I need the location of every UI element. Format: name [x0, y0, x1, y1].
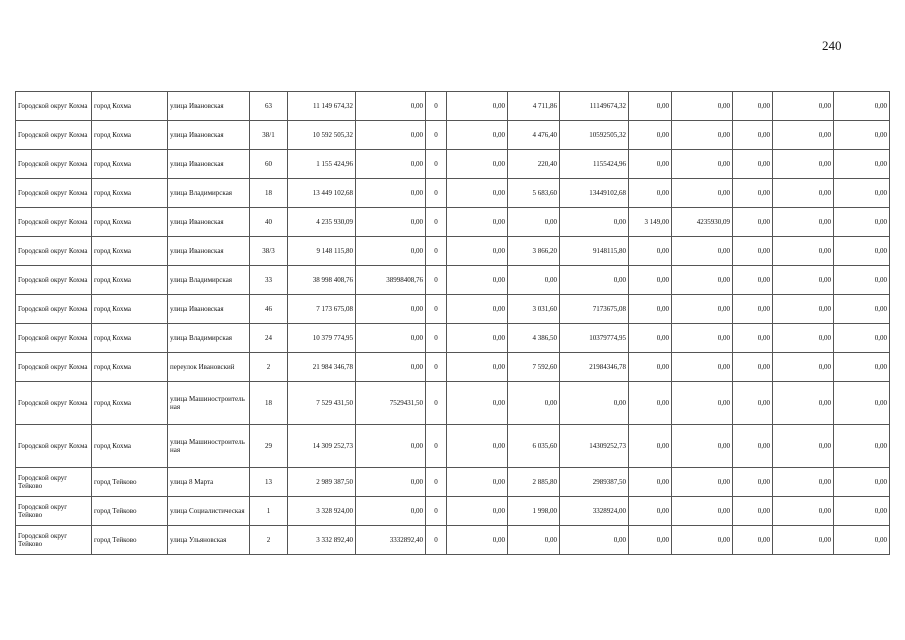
- value-cell: 0,00: [733, 497, 773, 526]
- house-number-cell: 38/3: [250, 237, 288, 266]
- value-cell: 0,00: [834, 237, 890, 266]
- street-cell: улица 8 Марта: [168, 468, 250, 497]
- city-cell: город Кохма: [92, 382, 168, 425]
- value-cell: 0: [426, 121, 447, 150]
- district-cell: Городской округ Кохма: [16, 266, 92, 295]
- value-cell: 0,00: [447, 353, 508, 382]
- value-cell: 0,00: [834, 295, 890, 324]
- house-number-cell: 13: [250, 468, 288, 497]
- value-cell: 0,00: [356, 295, 426, 324]
- value-cell: 0,00: [834, 497, 890, 526]
- value-cell: 0,00: [356, 324, 426, 353]
- table-row: [16, 324, 890, 353]
- value-cell: 0,00: [733, 425, 773, 468]
- value-cell: 0,00: [508, 382, 560, 425]
- district-cell: Городской округ Кохма: [16, 425, 92, 468]
- value-cell: 0: [426, 468, 447, 497]
- house-number-cell: 2: [250, 353, 288, 382]
- value-cell: 7529431,50: [356, 382, 426, 425]
- value-cell: 3 149,00: [629, 208, 672, 237]
- value-cell: 0,00: [629, 121, 672, 150]
- table-row: [16, 353, 890, 382]
- value-cell: 0,00: [672, 266, 733, 295]
- value-cell: 0,00: [356, 150, 426, 179]
- value-cell: 0,00: [447, 237, 508, 266]
- value-cell: 0,00: [773, 353, 834, 382]
- value-cell: 0,00: [356, 497, 426, 526]
- value-cell: 0,00: [356, 208, 426, 237]
- value-cell: 0,00: [733, 295, 773, 324]
- table-row: [16, 468, 890, 497]
- value-cell: 14309252,73: [560, 425, 629, 468]
- value-cell: 0,00: [629, 295, 672, 324]
- total-cost-cell: 7 529 431,50: [288, 382, 356, 425]
- value-cell: 0,00: [733, 237, 773, 266]
- city-cell: город Кохма: [92, 92, 168, 121]
- total-cost-cell: 38 998 408,76: [288, 266, 356, 295]
- city-cell: город Кохма: [92, 353, 168, 382]
- house-number-cell: 33: [250, 266, 288, 295]
- table-row: [16, 237, 890, 266]
- value-cell: 0,00: [733, 150, 773, 179]
- value-cell: 0,00: [773, 497, 834, 526]
- value-cell: 0,00: [356, 237, 426, 266]
- street-cell: улица Владимирская: [168, 179, 250, 208]
- value-cell: 0,00: [773, 237, 834, 266]
- value-cell: 0,00: [356, 468, 426, 497]
- value-cell: 0,00: [672, 382, 733, 425]
- value-cell: 0,00: [356, 121, 426, 150]
- value-cell: 0,00: [672, 526, 733, 555]
- value-cell: 0,00: [773, 382, 834, 425]
- house-number-cell: 1: [250, 497, 288, 526]
- value-cell: 0,00: [672, 179, 733, 208]
- table-body: [16, 92, 890, 555]
- value-cell: 0,00: [447, 208, 508, 237]
- street-cell: улица Ивановская: [168, 150, 250, 179]
- value-cell: 0: [426, 92, 447, 121]
- value-cell: 0,00: [356, 425, 426, 468]
- value-cell: 0: [426, 382, 447, 425]
- total-cost-cell: 10 592 505,32: [288, 121, 356, 150]
- value-cell: 0,00: [733, 353, 773, 382]
- street-cell: улица Ульяновская: [168, 526, 250, 555]
- table-row: [16, 497, 890, 526]
- value-cell: 0,00: [773, 324, 834, 353]
- value-cell: 7 592,60: [508, 353, 560, 382]
- street-cell: улица Ивановская: [168, 208, 250, 237]
- value-cell: 3 031,60: [508, 295, 560, 324]
- city-cell: город Тейково: [92, 468, 168, 497]
- value-cell: 0,00: [629, 237, 672, 266]
- value-cell: 0,00: [629, 497, 672, 526]
- value-cell: 0,00: [733, 382, 773, 425]
- value-cell: 0,00: [560, 382, 629, 425]
- value-cell: 0,00: [508, 208, 560, 237]
- value-cell: 0,00: [560, 266, 629, 295]
- value-cell: 0,00: [672, 497, 733, 526]
- table-row: [16, 382, 890, 425]
- street-cell: улица Ивановская: [168, 237, 250, 266]
- table-row: [16, 526, 890, 555]
- district-cell: Городской округ Кохма: [16, 208, 92, 237]
- house-number-cell: 2: [250, 526, 288, 555]
- value-cell: 0,00: [447, 179, 508, 208]
- page-number: 240: [822, 38, 842, 53]
- value-cell: 1155424,96: [560, 150, 629, 179]
- value-cell: 0: [426, 425, 447, 468]
- value-cell: 0: [426, 208, 447, 237]
- total-cost-cell: 1 155 424,96: [288, 150, 356, 179]
- value-cell: 4 386,50: [508, 324, 560, 353]
- value-cell: 0,00: [560, 526, 629, 555]
- value-cell: 6 035,60: [508, 425, 560, 468]
- district-cell: Городской округ Тейково: [16, 497, 92, 526]
- total-cost-cell: 4 235 930,09: [288, 208, 356, 237]
- value-cell: 0,00: [629, 353, 672, 382]
- value-cell: 0,00: [773, 468, 834, 497]
- house-number-cell: 40: [250, 208, 288, 237]
- value-cell: 0,00: [773, 92, 834, 121]
- street-cell: улица Владимирская: [168, 324, 250, 353]
- value-cell: 21984346,78: [560, 353, 629, 382]
- district-cell: Городской округ Тейково: [16, 468, 92, 497]
- city-cell: город Кохма: [92, 179, 168, 208]
- value-cell: 0,00: [447, 324, 508, 353]
- value-cell: 3332892,40: [356, 526, 426, 555]
- value-cell: 0,00: [773, 179, 834, 208]
- value-cell: 0,00: [447, 425, 508, 468]
- district-cell: Городской округ Кохма: [16, 150, 92, 179]
- value-cell: 0,00: [834, 353, 890, 382]
- value-cell: 0,00: [672, 92, 733, 121]
- value-cell: 4235930,09: [672, 208, 733, 237]
- district-cell: Городской округ Кохма: [16, 121, 92, 150]
- total-cost-cell: 11 149 674,32: [288, 92, 356, 121]
- value-cell: 0: [426, 266, 447, 295]
- city-cell: город Кохма: [92, 237, 168, 266]
- value-cell: 0,00: [672, 121, 733, 150]
- value-cell: 0,00: [447, 526, 508, 555]
- street-cell: улица Социалистическая: [168, 497, 250, 526]
- value-cell: 0,00: [672, 295, 733, 324]
- value-cell: 0,00: [834, 468, 890, 497]
- value-cell: 0,00: [447, 266, 508, 295]
- total-cost-cell: 9 148 115,80: [288, 237, 356, 266]
- house-number-cell: 18: [250, 382, 288, 425]
- value-cell: 0,00: [834, 324, 890, 353]
- district-cell: Городской округ Кохма: [16, 92, 92, 121]
- value-cell: 0,00: [834, 121, 890, 150]
- district-cell: Городской округ Кохма: [16, 179, 92, 208]
- district-cell: Городской округ Тейково: [16, 526, 92, 555]
- value-cell: 0,00: [834, 92, 890, 121]
- city-cell: город Кохма: [92, 150, 168, 179]
- value-cell: 0,00: [629, 382, 672, 425]
- value-cell: 7173675,08: [560, 295, 629, 324]
- district-cell: Городской округ Кохма: [16, 353, 92, 382]
- value-cell: 11149674,32: [560, 92, 629, 121]
- value-cell: 5 683,60: [508, 179, 560, 208]
- city-cell: город Кохма: [92, 208, 168, 237]
- value-cell: 3328924,00: [560, 497, 629, 526]
- value-cell: 2989387,50: [560, 468, 629, 497]
- total-cost-cell: 21 984 346,78: [288, 353, 356, 382]
- table-row: [16, 92, 890, 121]
- value-cell: 0,00: [629, 179, 672, 208]
- city-cell: город Кохма: [92, 295, 168, 324]
- value-cell: 0,00: [773, 208, 834, 237]
- value-cell: 0: [426, 237, 447, 266]
- house-number-cell: 38/1: [250, 121, 288, 150]
- value-cell: 0: [426, 179, 447, 208]
- total-cost-cell: 7 173 675,08: [288, 295, 356, 324]
- city-cell: город Кохма: [92, 121, 168, 150]
- value-cell: 0,00: [356, 92, 426, 121]
- value-cell: 0,00: [733, 179, 773, 208]
- total-cost-cell: 2 989 387,50: [288, 468, 356, 497]
- value-cell: 0,00: [447, 121, 508, 150]
- value-cell: 0,00: [834, 179, 890, 208]
- street-cell: переулок Ивановский: [168, 353, 250, 382]
- table-row: [16, 425, 890, 468]
- value-cell: 0,00: [733, 526, 773, 555]
- value-cell: 0,00: [834, 266, 890, 295]
- value-cell: 0,00: [508, 266, 560, 295]
- value-cell: 0,00: [629, 324, 672, 353]
- city-cell: город Тейково: [92, 526, 168, 555]
- house-number-cell: 29: [250, 425, 288, 468]
- street-cell: улица Ивановская: [168, 121, 250, 150]
- table-row: [16, 208, 890, 237]
- value-cell: 0,00: [629, 425, 672, 468]
- table-row: [16, 121, 890, 150]
- value-cell: 0,00: [560, 208, 629, 237]
- street-cell: улица Машиностроитель ная: [168, 425, 250, 468]
- table-row: [16, 266, 890, 295]
- value-cell: 10379774,95: [560, 324, 629, 353]
- city-cell: город Тейково: [92, 497, 168, 526]
- total-cost-cell: 3 332 892,40: [288, 526, 356, 555]
- district-cell: Городской округ Кохма: [16, 295, 92, 324]
- value-cell: 0,00: [508, 526, 560, 555]
- district-cell: Городской округ Кохма: [16, 237, 92, 266]
- value-cell: 13449102,68: [560, 179, 629, 208]
- street-cell: улица Ивановская: [168, 295, 250, 324]
- total-cost-cell: 13 449 102,68: [288, 179, 356, 208]
- total-cost-cell: 10 379 774,95: [288, 324, 356, 353]
- value-cell: 0,00: [733, 324, 773, 353]
- street-cell: улица Машиностроитель ная: [168, 382, 250, 425]
- value-cell: 0,00: [447, 468, 508, 497]
- value-cell: 0,00: [834, 150, 890, 179]
- total-cost-cell: 14 309 252,73: [288, 425, 356, 468]
- value-cell: 0,00: [629, 92, 672, 121]
- house-number-cell: 60: [250, 150, 288, 179]
- value-cell: 0,00: [834, 208, 890, 237]
- value-cell: 2 885,80: [508, 468, 560, 497]
- city-cell: город Кохма: [92, 266, 168, 295]
- street-cell: улица Владимирская: [168, 266, 250, 295]
- value-cell: 0,00: [733, 92, 773, 121]
- value-cell: 0,00: [447, 92, 508, 121]
- house-number-cell: 46: [250, 295, 288, 324]
- value-cell: 0,00: [356, 353, 426, 382]
- district-cell: Городской округ Кохма: [16, 382, 92, 425]
- value-cell: 0,00: [672, 150, 733, 179]
- value-cell: 0,00: [773, 121, 834, 150]
- value-cell: 0,00: [447, 295, 508, 324]
- value-cell: 0: [426, 295, 447, 324]
- street-cell: улица Ивановская: [168, 92, 250, 121]
- value-cell: 0,00: [733, 468, 773, 497]
- value-cell: 0,00: [834, 382, 890, 425]
- district-cell: Городской округ Кохма: [16, 324, 92, 353]
- value-cell: 3 866,20: [508, 237, 560, 266]
- value-cell: 0,00: [672, 468, 733, 497]
- value-cell: 0,00: [672, 353, 733, 382]
- value-cell: 0,00: [672, 324, 733, 353]
- value-cell: 9148115,80: [560, 237, 629, 266]
- house-number-cell: 18: [250, 179, 288, 208]
- value-cell: 0,00: [629, 266, 672, 295]
- value-cell: 0,00: [629, 150, 672, 179]
- housing-table: [15, 91, 890, 555]
- table-row: [16, 150, 890, 179]
- value-cell: 0,00: [733, 121, 773, 150]
- table-row: [16, 179, 890, 208]
- value-cell: 0: [426, 324, 447, 353]
- value-cell: 0,00: [447, 382, 508, 425]
- value-cell: 1 998,00: [508, 497, 560, 526]
- value-cell: 0,00: [773, 266, 834, 295]
- value-cell: 0,00: [773, 526, 834, 555]
- value-cell: 0: [426, 526, 447, 555]
- value-cell: 0: [426, 150, 447, 179]
- table-row: [16, 295, 890, 324]
- value-cell: 38998408,76: [356, 266, 426, 295]
- value-cell: 0,00: [356, 179, 426, 208]
- house-number-cell: 63: [250, 92, 288, 121]
- value-cell: 10592505,32: [560, 121, 629, 150]
- value-cell: 0,00: [447, 497, 508, 526]
- value-cell: 0,00: [773, 295, 834, 324]
- value-cell: 0,00: [834, 526, 890, 555]
- total-cost-cell: 3 328 924,00: [288, 497, 356, 526]
- value-cell: 4 711,86: [508, 92, 560, 121]
- value-cell: 0,00: [773, 425, 834, 468]
- value-cell: 0,00: [629, 468, 672, 497]
- city-cell: город Кохма: [92, 324, 168, 353]
- value-cell: 4 476,40: [508, 121, 560, 150]
- value-cell: 0,00: [733, 266, 773, 295]
- city-cell: город Кохма: [92, 425, 168, 468]
- value-cell: 0,00: [773, 150, 834, 179]
- value-cell: 0,00: [447, 150, 508, 179]
- value-cell: 0,00: [672, 425, 733, 468]
- house-number-cell: 24: [250, 324, 288, 353]
- value-cell: 0,00: [629, 526, 672, 555]
- value-cell: 0,00: [834, 425, 890, 468]
- value-cell: 0,00: [672, 237, 733, 266]
- value-cell: 220,40: [508, 150, 560, 179]
- value-cell: 0: [426, 497, 447, 526]
- value-cell: 0: [426, 353, 447, 382]
- value-cell: 0,00: [733, 208, 773, 237]
